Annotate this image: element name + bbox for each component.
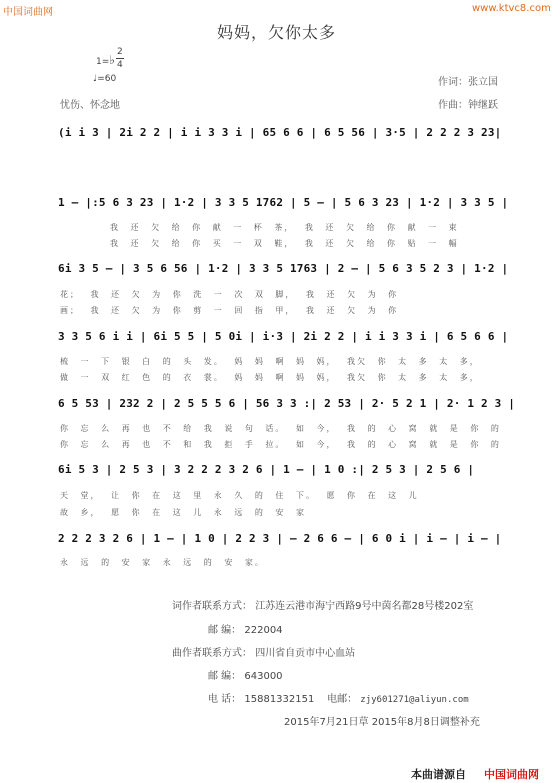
staff-row-6: 6i 5 3 | 2 5 3 | 3 2 2 2 3 2 6 | 1 – | 1 0 :| 2 5 3 | 2 5 6 | [58,463,475,476]
lyric-row-3-verse-2: 画； 我 还 欠 为 你 剪 一 回 指 甲， 我 还 欠 为 你 [60,306,399,315]
key-signature [96,53,115,67]
lyric-row-4-verse-1: 梳 一 下 银 白 的 头 发。 妈 妈 啊 妈 妈， 我欠 你 太 多 太 多， [60,357,480,366]
lyric-row-5-verse-2: 你 忘 么 再 也 不 和 我 拒 手 拉。 如 今， 我 的 心 窝 就 是 你 的 [60,440,501,449]
watermark-top-right: www.ktvc8.com [472,3,551,14]
composer-credit: 作曲：钟继跃 [438,100,498,111]
phone-label: 电 话： [208,694,242,705]
lyricist-zip-label: 邮 编： [208,625,242,636]
lyric-row-4-verse-2: 做 一 双 红 色 的 衣 裳。 妈 妈 啊 妈 妈， 我欠 你 太 多 太 多， [60,373,480,382]
song-title: 妈妈，欠你太多 [216,23,336,42]
phone-email-line [208,690,469,705]
composer-contact-line [172,644,355,659]
lyricist-address: 江苏连云港市海宁西路9号中茵名都28号楼202室 [255,601,474,612]
flat-icon: ♭ [109,53,115,67]
lyric-row-3-verse-1: 花； 我 还 欠 为 你 洗 一 次 双 脚， 我 还 欠 为 你 [60,290,399,299]
watermark-bottom-left: 本曲谱源自 [411,768,466,781]
composer-zip: 643000 [244,671,283,682]
staff-row-5: 6 5 53 | 232 2 | 2 5 5 5 6 | 56 3 3 :| 2 53 | 2· 5 2 1 | 2· 1 2 3 | [58,397,516,410]
lyric-row-5-verse-1: 你 忘 么 再 也 不 给 我 说 句 话。 如 今， 我 的 心 窝 就 是 你 的 [60,424,501,433]
tempo-marking: ♩=60 [93,74,117,84]
staff-row-7: 2 2 2 3 2 6 | 1 – | 1 0 | 2 2 3 | – 2 6 6 – | 6 0 i | i – | i – | [58,532,502,545]
composer-address: 四川省自贡市中心血站 [255,648,356,659]
mood-marking: 忧伤、怀念地 [60,100,120,111]
composer-zip-line [208,667,283,682]
lyricist-zip-line [208,621,283,636]
lyricist-contact-line [172,597,473,612]
lyric-row-6-verse-2: 故 乡， 愿 你 在 这 儿 永 远 的 安 家 [60,508,306,517]
lyricist-zip: 222004 [244,625,283,636]
staff-row-1: (i i 3 | 2i 2 2 | i i 3 3 i | 65 6 6 | 6 5 56 | 3·5 | 2 2 2 3 23| [58,126,502,139]
key-label: 1= [96,57,110,67]
time-signature-divider [116,58,124,59]
date-line: 2015年7月21日草 2015年8月8日调整补充 [284,717,480,728]
staff-row-2: 1 – |:5 6 3 23 | 1·2 | 3 3 5 1762 | 5 – | 5 6 3 23 | 1·2 | 3 3 5 | [58,196,509,209]
watermark-top-left: 中国词曲网 [3,7,53,18]
lyricist-credit: 作词：张立国 [438,77,498,88]
phone-number: 15881332151 [244,694,315,705]
email-address: zjy601271@aliyun.com [360,695,469,705]
staff-row-4: 3 3 5 6 i i | 6i 5 5 | 5 0i | i·3 | 2i 2 2 | i i 3 3 i | 6 5 6 6 | [58,330,509,343]
time-signature-bottom: 4 [117,60,123,70]
email-label: 电邮： [327,694,358,705]
lyricist-contact-label: 词作者联系方式： [172,601,252,612]
lyric-row-7-verse-1: 永 远 的 安 家 永 远 的 安 家。 [60,558,265,567]
lyric-row-2-verse-1: 我 还 欠 给 你 献 一 杯 茶， 我 还 欠 给 你 献 一 束 [110,223,459,232]
composer-contact-label: 曲作者联系方式： [172,648,252,659]
watermark-bottom-right: 中国词曲网 [484,768,539,781]
time-signature-top: 2 [117,47,123,57]
composer-zip-label: 邮 编： [208,671,242,682]
staff-row-3: 6i 3 5 – | 3 5 6 56 | 1·2 | 3 3 5 1763 | 2 – | 5 6 3 5 2 3 | 1·2 | [58,262,509,275]
lyric-row-6-verse-1: 天 堂， 让 你 在 这 里 永 久 的 住 下。 愿 你 在 这 儿 [60,491,419,500]
lyric-row-2-verse-2: 我 还 欠 给 你 买 一 双 鞋， 我 还 欠 给 你 贴 一 幅 [110,239,459,248]
